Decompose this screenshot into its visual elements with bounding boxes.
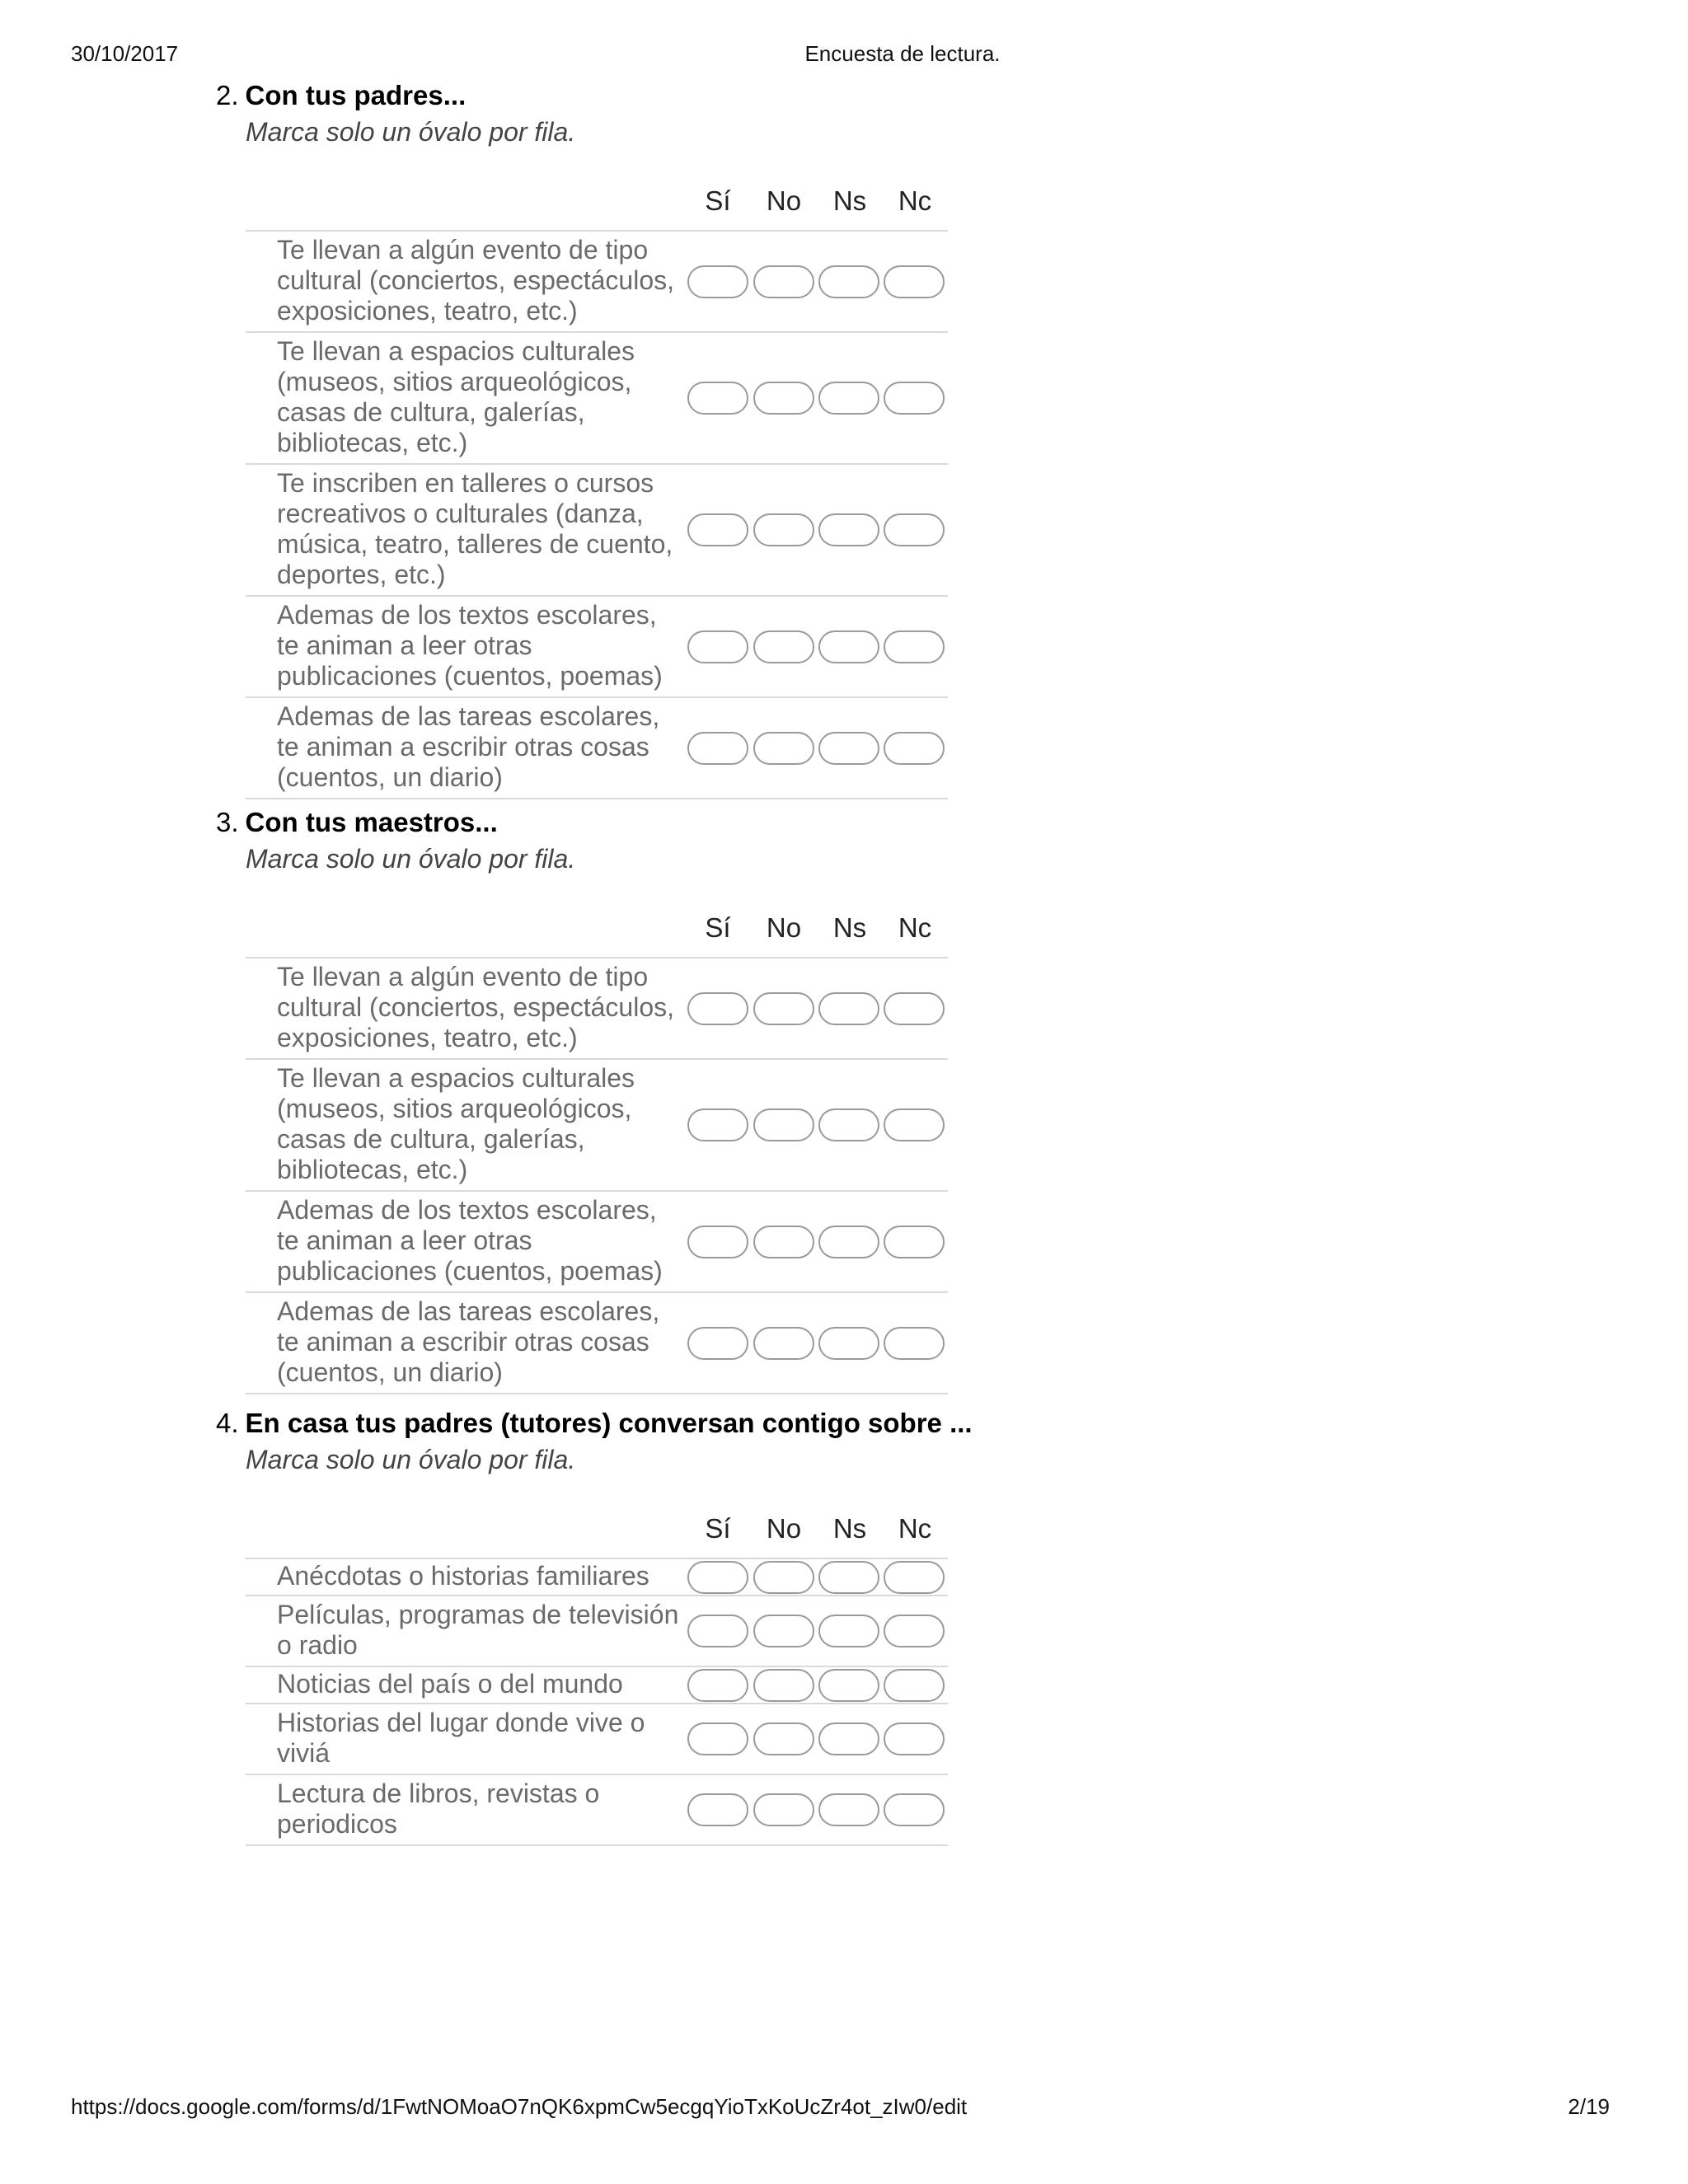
radio-oval-nc[interactable] [884, 1722, 945, 1755]
radio-oval-no[interactable] [753, 1793, 814, 1826]
radio-oval-ns[interactable] [818, 1793, 879, 1826]
radio-oval-si[interactable] [687, 1108, 748, 1141]
radio-oval-nc[interactable] [884, 1327, 945, 1360]
grid-row [246, 1060, 948, 1192]
grid-row [246, 1596, 948, 1667]
radio-oval-si[interactable] [687, 1615, 748, 1647]
radio-oval-no[interactable] [753, 1108, 814, 1141]
radio-group [687, 1108, 948, 1143]
row-label-line: Noticias del país o del mundo [277, 1669, 623, 1699]
row-label-line: música, teatro, talleres de cuento, [277, 529, 673, 559]
column-header-si: Sí [705, 185, 731, 216]
radio-oval-nc[interactable] [884, 732, 945, 765]
row-label-line: (museos, sitios arqueológicos, [277, 367, 632, 396]
row-label-line: deportes, etc.) [277, 560, 446, 589]
grid-rows [246, 1558, 948, 1846]
row-label-line: Ademas de los textos escolares, [277, 600, 657, 630]
row-label [277, 235, 689, 326]
row-label-line: te animan a escribir otras cosas [277, 732, 649, 762]
question-text: En casa tus padres (tutores) conversan contigo sobre ... [245, 1408, 973, 1438]
radio-oval-si[interactable] [687, 1793, 748, 1826]
row-label-line: exposiciones, teatro, etc.) [277, 296, 578, 326]
column-header-ns: Ns [832, 912, 867, 943]
column-header-nc: Nc [898, 912, 932, 943]
radio-oval-nc[interactable] [884, 265, 945, 298]
grid-column-headers [246, 185, 948, 227]
radio-oval-si[interactable] [687, 513, 748, 546]
row-label-line: casas de cultura, galerías, [277, 397, 585, 427]
row-label-line: Anécdotas o historias familiares [277, 1561, 649, 1591]
radio-oval-nc[interactable] [884, 1561, 945, 1594]
radio-group [687, 992, 948, 1027]
row-label [277, 1296, 689, 1388]
radio-group [687, 265, 948, 300]
radio-group [687, 1669, 948, 1704]
radio-oval-no[interactable] [753, 1669, 814, 1702]
row-label-line: cultural (conciertos, espectáculos, [277, 992, 674, 1022]
radio-oval-ns[interactable] [818, 513, 879, 546]
row-label-line: Historias del lugar donde vive o [277, 1708, 645, 1737]
radio-oval-nc[interactable] [884, 1615, 945, 1647]
row-label-line: (cuentos, un diario) [277, 762, 503, 792]
row-label [277, 701, 689, 793]
question-title [216, 807, 498, 838]
radio-oval-ns[interactable] [818, 382, 879, 415]
row-label-line: publicaciones (cuentos, poemas) [277, 1256, 663, 1286]
question-title [216, 80, 466, 111]
question-number: 2. [216, 80, 239, 110]
radio-oval-ns[interactable] [818, 1669, 879, 1702]
radio-group [687, 630, 948, 665]
question-hint: Marca solo un óvalo por fila. [246, 1445, 576, 1474]
print-date: 30/10/2017 [71, 41, 179, 66]
grid-row [246, 1667, 948, 1704]
row-label [277, 1195, 689, 1286]
row-label-line: Películas, programas de televisión [277, 1600, 679, 1629]
radio-group [687, 382, 948, 416]
radio-oval-nc[interactable] [884, 630, 945, 663]
radio-oval-si[interactable] [687, 1722, 748, 1755]
column-header-ns: Ns [832, 185, 867, 216]
radio-oval-si[interactable] [687, 265, 748, 298]
row-label [277, 468, 689, 590]
grid-row [246, 1559, 948, 1596]
row-label-line: o radio [277, 1630, 358, 1660]
radio-oval-nc[interactable] [884, 382, 945, 415]
radio-oval-nc[interactable] [884, 992, 945, 1025]
row-label-line: Te llevan a espacios culturales [277, 336, 635, 366]
row-label-line: Ademas de los textos escolares, [277, 1195, 657, 1225]
radio-oval-no[interactable] [753, 382, 814, 415]
question-text: Con tus padres... [245, 80, 467, 110]
radio-oval-si[interactable] [687, 732, 748, 765]
radio-oval-ns[interactable] [818, 1327, 879, 1360]
question-hint: Marca solo un óvalo por fila. [246, 117, 576, 147]
column-header-no: No [766, 1513, 802, 1544]
row-label [277, 336, 689, 458]
radio-oval-ns[interactable] [818, 1108, 879, 1141]
grid-rows [246, 230, 948, 799]
grid-row [246, 698, 948, 799]
radio-oval-no[interactable] [753, 513, 814, 546]
question-text: Con tus maestros... [245, 807, 498, 837]
row-label [277, 1600, 689, 1661]
row-label-line: bibliotecas, etc.) [277, 1155, 468, 1184]
column-header-nc: Nc [898, 185, 932, 216]
row-label-line: (museos, sitios arqueológicos, [277, 1094, 632, 1123]
row-label-line: exposiciones, teatro, etc.) [277, 1023, 578, 1052]
radio-oval-si[interactable] [687, 1327, 748, 1360]
row-label-line: Te inscriben en talleres o cursos [277, 468, 654, 498]
row-label-line: Lectura de libros, revistas o [277, 1779, 600, 1808]
grid-column-headers [246, 912, 948, 954]
row-label-line: cultural (conciertos, espectáculos, [277, 265, 674, 295]
row-label-line: Te llevan a algún evento de tipo [277, 235, 649, 265]
row-label-line: te animan a escribir otras cosas [277, 1327, 649, 1357]
page-number: 2/19 [1568, 2094, 1610, 2119]
radio-oval-si[interactable] [687, 992, 748, 1025]
grid-row [246, 465, 948, 597]
radio-group [687, 1615, 948, 1649]
grid-row [246, 1192, 948, 1293]
radio-oval-nc[interactable] [884, 1793, 945, 1826]
radio-oval-si[interactable] [687, 1669, 748, 1702]
question-number: 4. [216, 1408, 239, 1438]
grid-rows [246, 957, 948, 1394]
radio-oval-nc[interactable] [884, 1669, 945, 1702]
radio-oval-no[interactable] [753, 265, 814, 298]
radio-oval-no[interactable] [753, 732, 814, 765]
row-label-line: bibliotecas, etc.) [277, 428, 468, 457]
radio-group [687, 732, 948, 766]
grid-row [246, 958, 948, 1060]
row-label [277, 962, 689, 1053]
radio-oval-no[interactable] [753, 1615, 814, 1647]
radio-oval-no[interactable] [753, 1561, 814, 1594]
column-header-si: Sí [705, 912, 731, 943]
row-label [277, 1063, 689, 1185]
grid-row [246, 1775, 948, 1846]
radio-oval-si[interactable] [687, 1226, 748, 1258]
question-title [216, 1408, 973, 1439]
radio-group [687, 1722, 948, 1757]
radio-group [687, 513, 948, 548]
grid-row [246, 597, 948, 698]
row-label [277, 1669, 689, 1699]
grid-row [246, 1704, 948, 1775]
row-label [277, 1561, 689, 1591]
radio-oval-si[interactable] [687, 630, 748, 663]
radio-oval-si[interactable] [687, 382, 748, 415]
row-label [277, 1708, 689, 1769]
radio-oval-ns[interactable] [818, 1722, 879, 1755]
page-url: https://docs.google.com/forms/d/1FwtNOMoaO7nQK6xpmCw5ecgqYioTxKoUcZr4ot_zIw0/edit [71, 2094, 968, 2119]
radio-oval-ns[interactable] [818, 1561, 879, 1594]
radio-oval-ns[interactable] [818, 992, 879, 1025]
document-title: Encuesta de lectura. [804, 41, 1001, 66]
radio-oval-ns[interactable] [818, 732, 879, 765]
radio-oval-ns[interactable] [818, 1615, 879, 1647]
row-label-line: Te llevan a algún evento de tipo [277, 962, 649, 991]
radio-oval-nc[interactable] [884, 1226, 945, 1258]
radio-oval-ns[interactable] [818, 265, 879, 298]
row-label-line: te animan a leer otras [277, 1226, 532, 1255]
row-label-line: (cuentos, un diario) [277, 1357, 503, 1387]
column-header-si: Sí [705, 1513, 731, 1544]
row-label-line: publicaciones (cuentos, poemas) [277, 661, 663, 691]
radio-oval-si[interactable] [687, 1561, 748, 1594]
grid-row [246, 1293, 948, 1394]
row-label-line: periodicos [277, 1809, 397, 1839]
row-label-line: recreativos o culturales (danza, [277, 499, 644, 528]
row-label [277, 1779, 689, 1840]
radio-group [687, 1793, 948, 1828]
column-header-no: No [766, 912, 802, 943]
grid-column-headers [246, 1513, 948, 1554]
radio-oval-no[interactable] [753, 630, 814, 663]
radio-oval-ns[interactable] [818, 630, 879, 663]
radio-group [687, 1226, 948, 1260]
row-label-line: te animan a leer otras [277, 630, 532, 660]
radio-oval-nc[interactable] [884, 1108, 945, 1141]
radio-group [687, 1561, 948, 1596]
radio-group [687, 1327, 948, 1361]
radio-oval-no[interactable] [753, 1722, 814, 1755]
column-header-ns: Ns [832, 1513, 867, 1544]
radio-oval-no[interactable] [753, 992, 814, 1025]
row-label-line: viviá [277, 1738, 331, 1768]
row-label-line: casas de cultura, galerías, [277, 1124, 585, 1154]
row-label [277, 600, 689, 691]
radio-oval-no[interactable] [753, 1226, 814, 1258]
question-hint: Marca solo un óvalo por fila. [246, 844, 576, 874]
grid-row [246, 333, 948, 465]
row-label-line: Te llevan a espacios culturales [277, 1063, 635, 1093]
column-header-no: No [766, 185, 802, 216]
column-header-nc: Nc [898, 1513, 932, 1544]
row-label-line: Ademas de las tareas escolares, [277, 701, 660, 731]
row-label-line: Ademas de las tareas escolares, [277, 1296, 660, 1326]
question-number: 3. [216, 807, 239, 837]
radio-oval-ns[interactable] [818, 1226, 879, 1258]
radio-oval-no[interactable] [753, 1327, 814, 1360]
radio-oval-nc[interactable] [884, 513, 945, 546]
grid-row [246, 232, 948, 333]
